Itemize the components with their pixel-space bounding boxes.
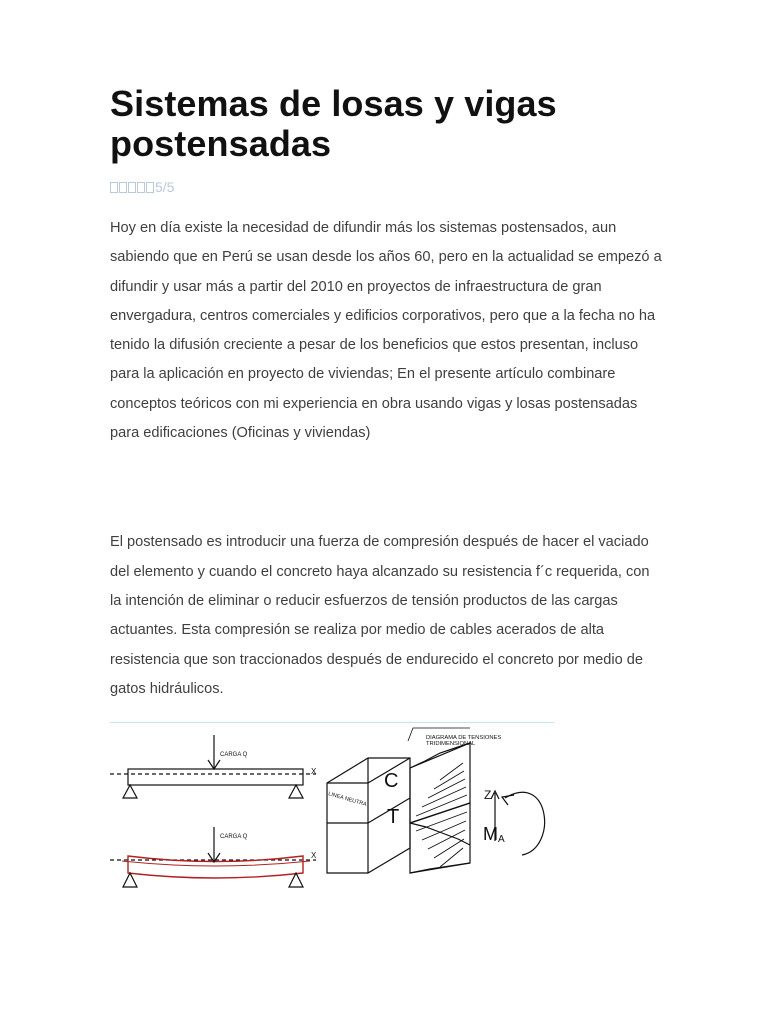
article <box>110 84 662 893</box>
stress-mid-edge <box>410 823 470 845</box>
top-beam <box>128 769 303 785</box>
beam-stress-diagram <box>110 723 554 893</box>
stress-diagram-label-line1: DIAGRAMA DE TENSIONES <box>426 735 502 742</box>
rating <box>110 178 662 196</box>
rating-star-icon <box>110 182 118 193</box>
z-axis-label: Z <box>484 788 492 803</box>
compression-hatching <box>416 763 467 816</box>
rating-star-icon <box>119 182 127 193</box>
tension-stress-prism <box>410 803 470 873</box>
rating-star-icon <box>137 182 145 193</box>
article-title: Sistemas de losas y vigas postensadas <box>110 83 557 164</box>
stress-bottom-edge <box>410 863 470 873</box>
moment-arrow <box>505 792 545 855</box>
neutral-axis-label: LINEA NEUTRA <box>327 791 368 809</box>
moment-label: M <box>483 824 498 845</box>
compression-stress-prism <box>410 743 470 823</box>
rating-star-icon <box>146 182 154 193</box>
postensado-figure <box>110 722 554 893</box>
moment-arrow-head <box>502 795 514 805</box>
intro-paragraph: Hoy en día existe la necesidad de difundir más los sistemas postensados, aun sabiendo que en Perú se usan desde los años 60, pero en la actualidad se empezó a difundir y usar más a partir del 2010 en proyectos de infraestructura de gran envergadura, centros comerciales y edificios corporativos, pero que a la fecha no ha tenido la difusión creciente a pesar de los beneficios que estos presentan, incluso para la aplicación en proyecto de viviendas; En el presente artículo combinare conceptos teóricos con mi experiencia en obra usando vigas y losas postensadas para edificaciones (Oficinas y viviendas) <box>110 220 662 442</box>
top-left-support <box>123 785 137 798</box>
moment-subscript: A <box>498 834 505 846</box>
rating-value: 5/5 <box>155 179 175 195</box>
bottom-load-label: CARGA Q <box>220 834 248 841</box>
rating-star-icon <box>128 182 136 193</box>
top-load-label: CARGA Q <box>220 752 248 759</box>
top-right-support <box>289 785 303 798</box>
stress-diagram-label-line2: TRIDIMENSIONAL <box>426 741 476 748</box>
definition-paragraph: El postensado es introducir una fuerza de compresión después de hacer el vaciado del elemento y cuando el concreto haya alcanzado su resistencia f´c requerida, con la intención de eliminar o reducir esfuerzos de tensión productos de las cargas actuantes. Esta compresión se realiza por medio de cables acerados de alta resistencia que son traccionados después de endurecido el concreto por medio de gatos hidráulicos. <box>110 534 650 697</box>
bottom-left-support <box>123 873 137 887</box>
bottom-right-support <box>289 873 303 887</box>
compression-label: C <box>384 770 399 793</box>
bottom-axis-label: X <box>311 851 317 861</box>
tension-label: T <box>387 806 400 829</box>
rating-stars <box>110 182 154 193</box>
top-axis-label: X <box>311 767 317 777</box>
